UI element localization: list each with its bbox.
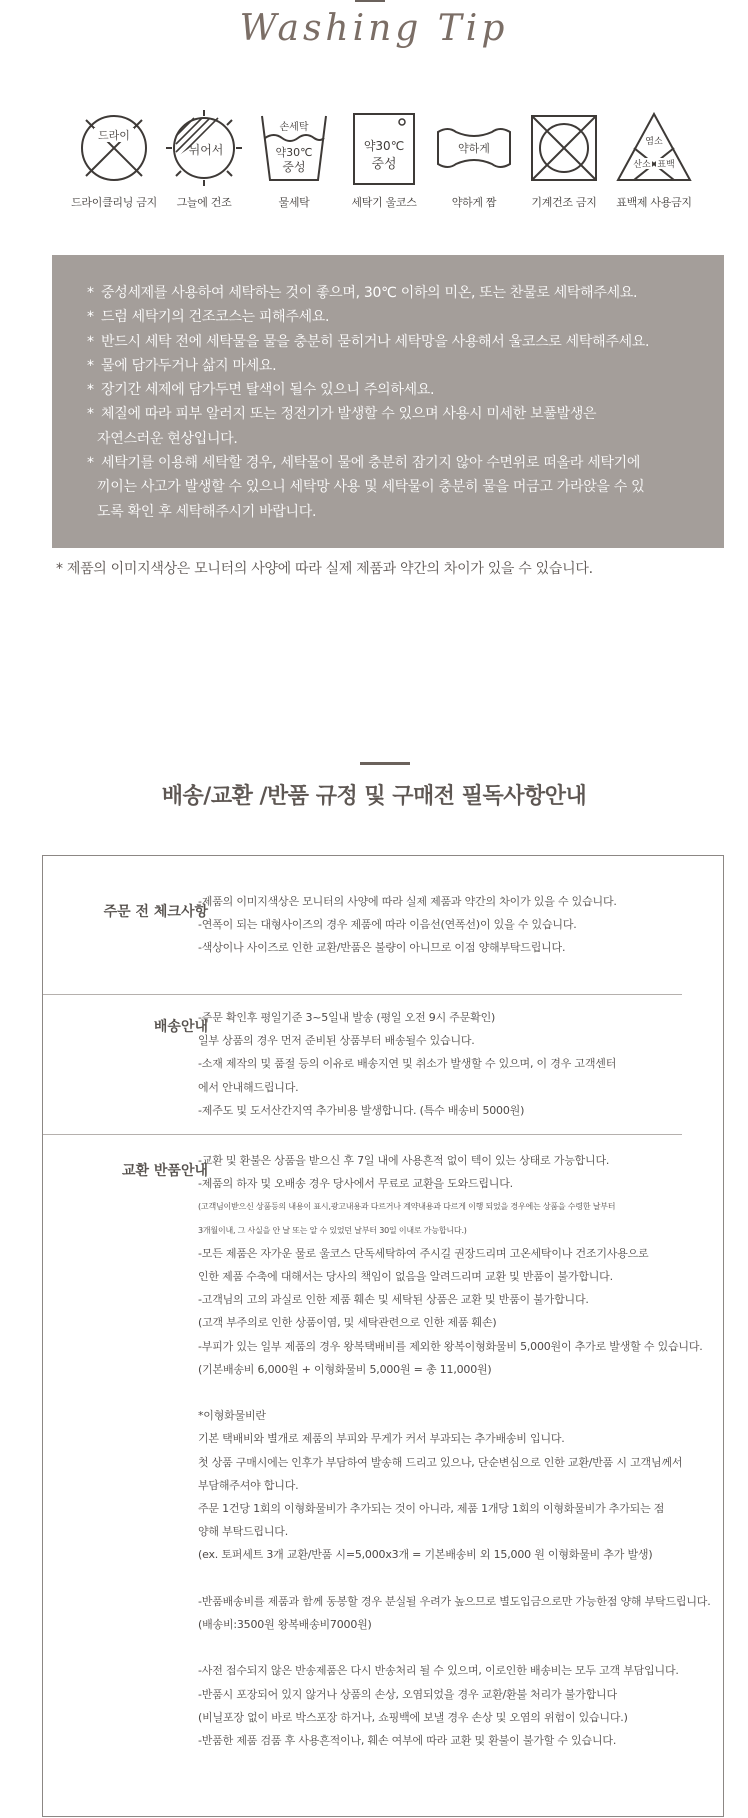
section-label-order-check: 주문 전 체크사항: [103, 904, 208, 920]
policy-line: 기본 택배비와 별개로 제품의 부피와 무게가 커서 부과되는 추가배송비 입니다.: [198, 1432, 565, 1446]
policy-line: 주문 1건당 1회의 이형화물비가 추가되는 것이 아니라, 제품 1개당 1회의 이형화물비가 추가되는 점: [198, 1502, 665, 1516]
machine-wash-icon: [344, 108, 424, 188]
color-note: * 제품의 이미지색상은 모니터의 사양에 따라 실제 제품과 약간의 차이가 있을 수 있습니다.: [56, 561, 593, 577]
policy-line: -교환 및 환불은 상품을 받으신 후 7일 내에 사용흔적 없이 텍이 있는 상태로 가능합니다.: [198, 1154, 610, 1167]
no-tumble-dry-icon: [524, 108, 604, 188]
icon-caption: 세탁기 울코스: [351, 196, 417, 209]
tip-line: 끼이는 사고가 발생할 수 있으니 세탁망 사용 및 세탁물이 충분히 물을 머금고 가라앉을 수 있: [97, 479, 645, 496]
top-divider: [355, 0, 385, 2]
bleach-triangle-icon: [614, 108, 694, 188]
policy-line: -고객님의 고의 과실로 인한 제품 훼손 및 세탁된 상품은 교환 및 반품이 불가합니다.: [198, 1293, 589, 1307]
policy-line: -반품한 제품 검품 후 사용흔적이나, 훼손 여부에 따라 교환 및 환불이 불가할 수 있습니다.: [198, 1734, 617, 1748]
symbol-text-2: 약30℃: [275, 146, 313, 159]
icon-caption: 기계건조 금지: [531, 196, 597, 209]
policy-line: -모든 제품은 자가운 물로 울코스 단독세탁하여 주시길 권장드리며 고온세탁이나 건조기사용으로: [198, 1246, 649, 1260]
policy-spacer: [198, 1636, 718, 1659]
tip-line: * 체질에 따라 피부 알러지 또는 정전기가 발생할 수 있으며 사용시 미세한 보풀발생은: [87, 402, 696, 426]
policy-line: 인한 제품 수축에 대해서는 당사의 책임이 없음을 알려드리며 교환 및 반품이 불가합니다.: [198, 1270, 613, 1284]
icon-caption: 물세탁: [278, 196, 310, 209]
symbol-text-1: 손세탁: [279, 122, 309, 133]
gentle-wring-icon: [434, 108, 514, 188]
policy-line: -소재 제작의 및 품절 등의 이유로 배송지연 및 취소가 발생할 수 있으며, 이 경우 고객센터: [198, 1057, 617, 1071]
symbol-text-2: 중성: [371, 157, 397, 172]
care-item-gentle-wring: [430, 108, 518, 210]
star-bullet: *: [87, 455, 94, 472]
tip-line: * 반드시 세탁 전에 세탁물을 물을 충분히 묻히거나 세탁망을 사용해서 울코스로 세탁해주세요.: [87, 330, 696, 354]
policy-line: -연폭이 되는 대형사이즈의 경우 제품에 따라 이음선(연폭선)이 있을 수 있습니다.: [198, 918, 577, 932]
star-bullet: *: [87, 309, 94, 326]
policy-spacer: [198, 1567, 718, 1590]
section-separator: [43, 1134, 682, 1135]
symbol-text-1: 염소: [645, 137, 663, 147]
washing-tips-box: [52, 255, 724, 548]
star-bullet: *: [87, 406, 94, 423]
section-separator: [43, 994, 682, 995]
section-label-exchange-return: 교환 반품안내: [121, 1163, 208, 1179]
care-item-shade-dry: [160, 108, 248, 210]
policy-line: 일부 상품의 경우 먼저 준비된 상품부터 배송될수 있습니다.: [198, 1034, 475, 1048]
policy-line: -색상이나 사이즈로 인한 교환/반품은 불량이 아니므로 이점 양해부탁드립니다.: [198, 941, 566, 955]
hand-wash-icon: [254, 108, 334, 188]
icon-caption: 드라이클리닝 금지: [71, 196, 157, 209]
tip-line: * 장기간 세제에 담가두면 탈색이 될수 있으니 주의하세요.: [87, 378, 696, 402]
policy-line: (ex. 토퍼세트 3개 교환/반품 시=5,000x3개 = 기본배송비 외 15,000 원 이형화물비 추가 발생): [198, 1548, 653, 1562]
section-body-order-check: [198, 890, 718, 960]
care-icons-row: [70, 108, 700, 218]
section-body-delivery: [198, 1006, 718, 1122]
policy-fine-print: (고객님이받으신 상품등의 내용이 표시,광고내용과 다르거나 계약내용과 다르게 이행 되었을 경우에는 상품을 수령한 날부터: [198, 1202, 616, 1212]
section-label-delivery: 배송안내: [153, 1019, 208, 1035]
tip-line: 자연스러운 현상입니다.: [97, 430, 238, 447]
policy-spacer: [198, 1381, 718, 1404]
policy-line: 에서 안내해드립니다.: [198, 1080, 299, 1094]
symbol-text: 뉘어서: [188, 143, 224, 157]
symbol-text: 드라이: [98, 129, 130, 142]
policy-line: -반품배송비를 제품과 함께 동봉할 경우 분실될 우려가 높으므로 별도입금으로만 가능한점 양해 부탁드립니다.: [198, 1594, 711, 1608]
care-item-no-bleach: [610, 108, 698, 210]
policy-line: -제품의 이미지색상은 모니터의 사양에 따라 실제 제품과 약간의 차이가 있을 수 있습니다.: [198, 895, 617, 908]
care-item-machine-wash: [340, 108, 428, 210]
section-divider: [360, 762, 410, 765]
policy-line: 첫 상품 구매시에는 인후가 부담하여 발송해 드리고 있으나, 단순변심으로 인한 교환/반품 시 고객님께서: [198, 1455, 683, 1469]
care-item-no-tumble-dry: [520, 108, 608, 210]
tip-line: * 드럼 세탁기의 건조코스는 피해주세요.: [87, 305, 696, 329]
star-bullet: *: [87, 333, 94, 350]
policy-line: -부피가 있는 일부 제품의 경우 왕복택배비를 제외한 왕복이형화물비 5,000원이 추가로 발생할 수 있습니다.: [198, 1339, 703, 1353]
policy-line: -반품시 포장되어 있지 않거나 상품의 손상, 오염되었을 경우 교환/환불 처리가 불가합니다: [198, 1687, 617, 1701]
section-body-exchange-return: [198, 1149, 718, 1752]
tip-line: * 물에 담가두거나 삶지 마세요.: [87, 354, 696, 378]
care-item-hand-wash: [250, 108, 338, 210]
policy-line: (고객 부주의로 인한 상품이염, 및 세탁관련으로 인한 제품 훼손): [198, 1316, 497, 1330]
care-item-no-dry-clean: [70, 108, 158, 210]
icon-caption: 그늘에 건조: [176, 196, 232, 209]
symbol-text-3: 표백: [657, 160, 675, 170]
policy-line: -주문 확인후 평일기준 3~5일내 발송 (평일 오전 9시 주문확인): [198, 1011, 496, 1024]
policy-line: (기본배송비 6,000원 + 이형화물비 5,000원 = 총 11,000원): [198, 1362, 492, 1376]
icon-caption: 약하게 짬: [451, 196, 497, 209]
policy-title: 배송/교환 /반품 규정 및 구매전 필독사항안내: [161, 784, 587, 809]
symbol-text-2: 산소: [633, 160, 651, 170]
symbol-text: 약하게: [458, 142, 490, 155]
tip-line: * 세탁기를 이용해 세탁할 경우, 세탁물이 물에 충분히 잠기지 않아 수면위로 떠올라 세탁기에: [87, 451, 696, 475]
tip-line: 도록 확인 후 세탁해주시기 바랍니다.: [97, 503, 317, 520]
policy-line: -사전 접수되지 않은 반송제품은 다시 반송처리 될 수 있으며, 이로인한 배송비는 모두 고객 부담입니다.: [198, 1664, 679, 1678]
symbol-text-3: 중성: [282, 160, 306, 174]
policy-fine-print: 3개월이내, 그 사실을 안 날 또는 알 수 있었던 날부터 30일 이내로 가능합니다.): [198, 1225, 467, 1235]
policy-line: -제품의 하자 및 오배송 경우 당사에서 무료로 교환을 도와드립니다.: [198, 1177, 513, 1191]
star-bullet: *: [87, 382, 94, 399]
policy-box: [42, 855, 724, 1817]
tip-line: * 중성세제를 사용하여 세탁하는 것이 좋으며, 30℃ 이하의 미온, 또는 찬물로 세탁해주세요.: [87, 281, 696, 305]
policy-line: -제주도 및 도서산간지역 추가비용 발생합니다. (특수 배송비 5000원): [198, 1103, 525, 1117]
star-bullet: *: [87, 357, 94, 374]
star-bullet: *: [87, 285, 94, 301]
policy-line: (비닐포장 없이 바로 박스포장 하거나, 쇼핑백에 보낼 경우 손상 및 오염의 위험이 있습니다.): [198, 1710, 628, 1724]
washing-tip-title: Washing Tip: [239, 8, 509, 49]
policy-line: *이형화물비란: [198, 1409, 266, 1423]
icon-caption: 표백제 사용금지: [616, 196, 692, 209]
policy-line: (배송비:3500원 왕복배송비7000원): [198, 1618, 372, 1632]
symbol-text-1: 약30℃: [363, 139, 405, 153]
policy-line: 양해 부탁드립니다.: [198, 1525, 289, 1539]
shade-dry-icon: [164, 108, 244, 188]
policy-line: 부담해주셔야 합니다.: [198, 1478, 299, 1492]
no-dry-clean-icon: [74, 108, 154, 188]
